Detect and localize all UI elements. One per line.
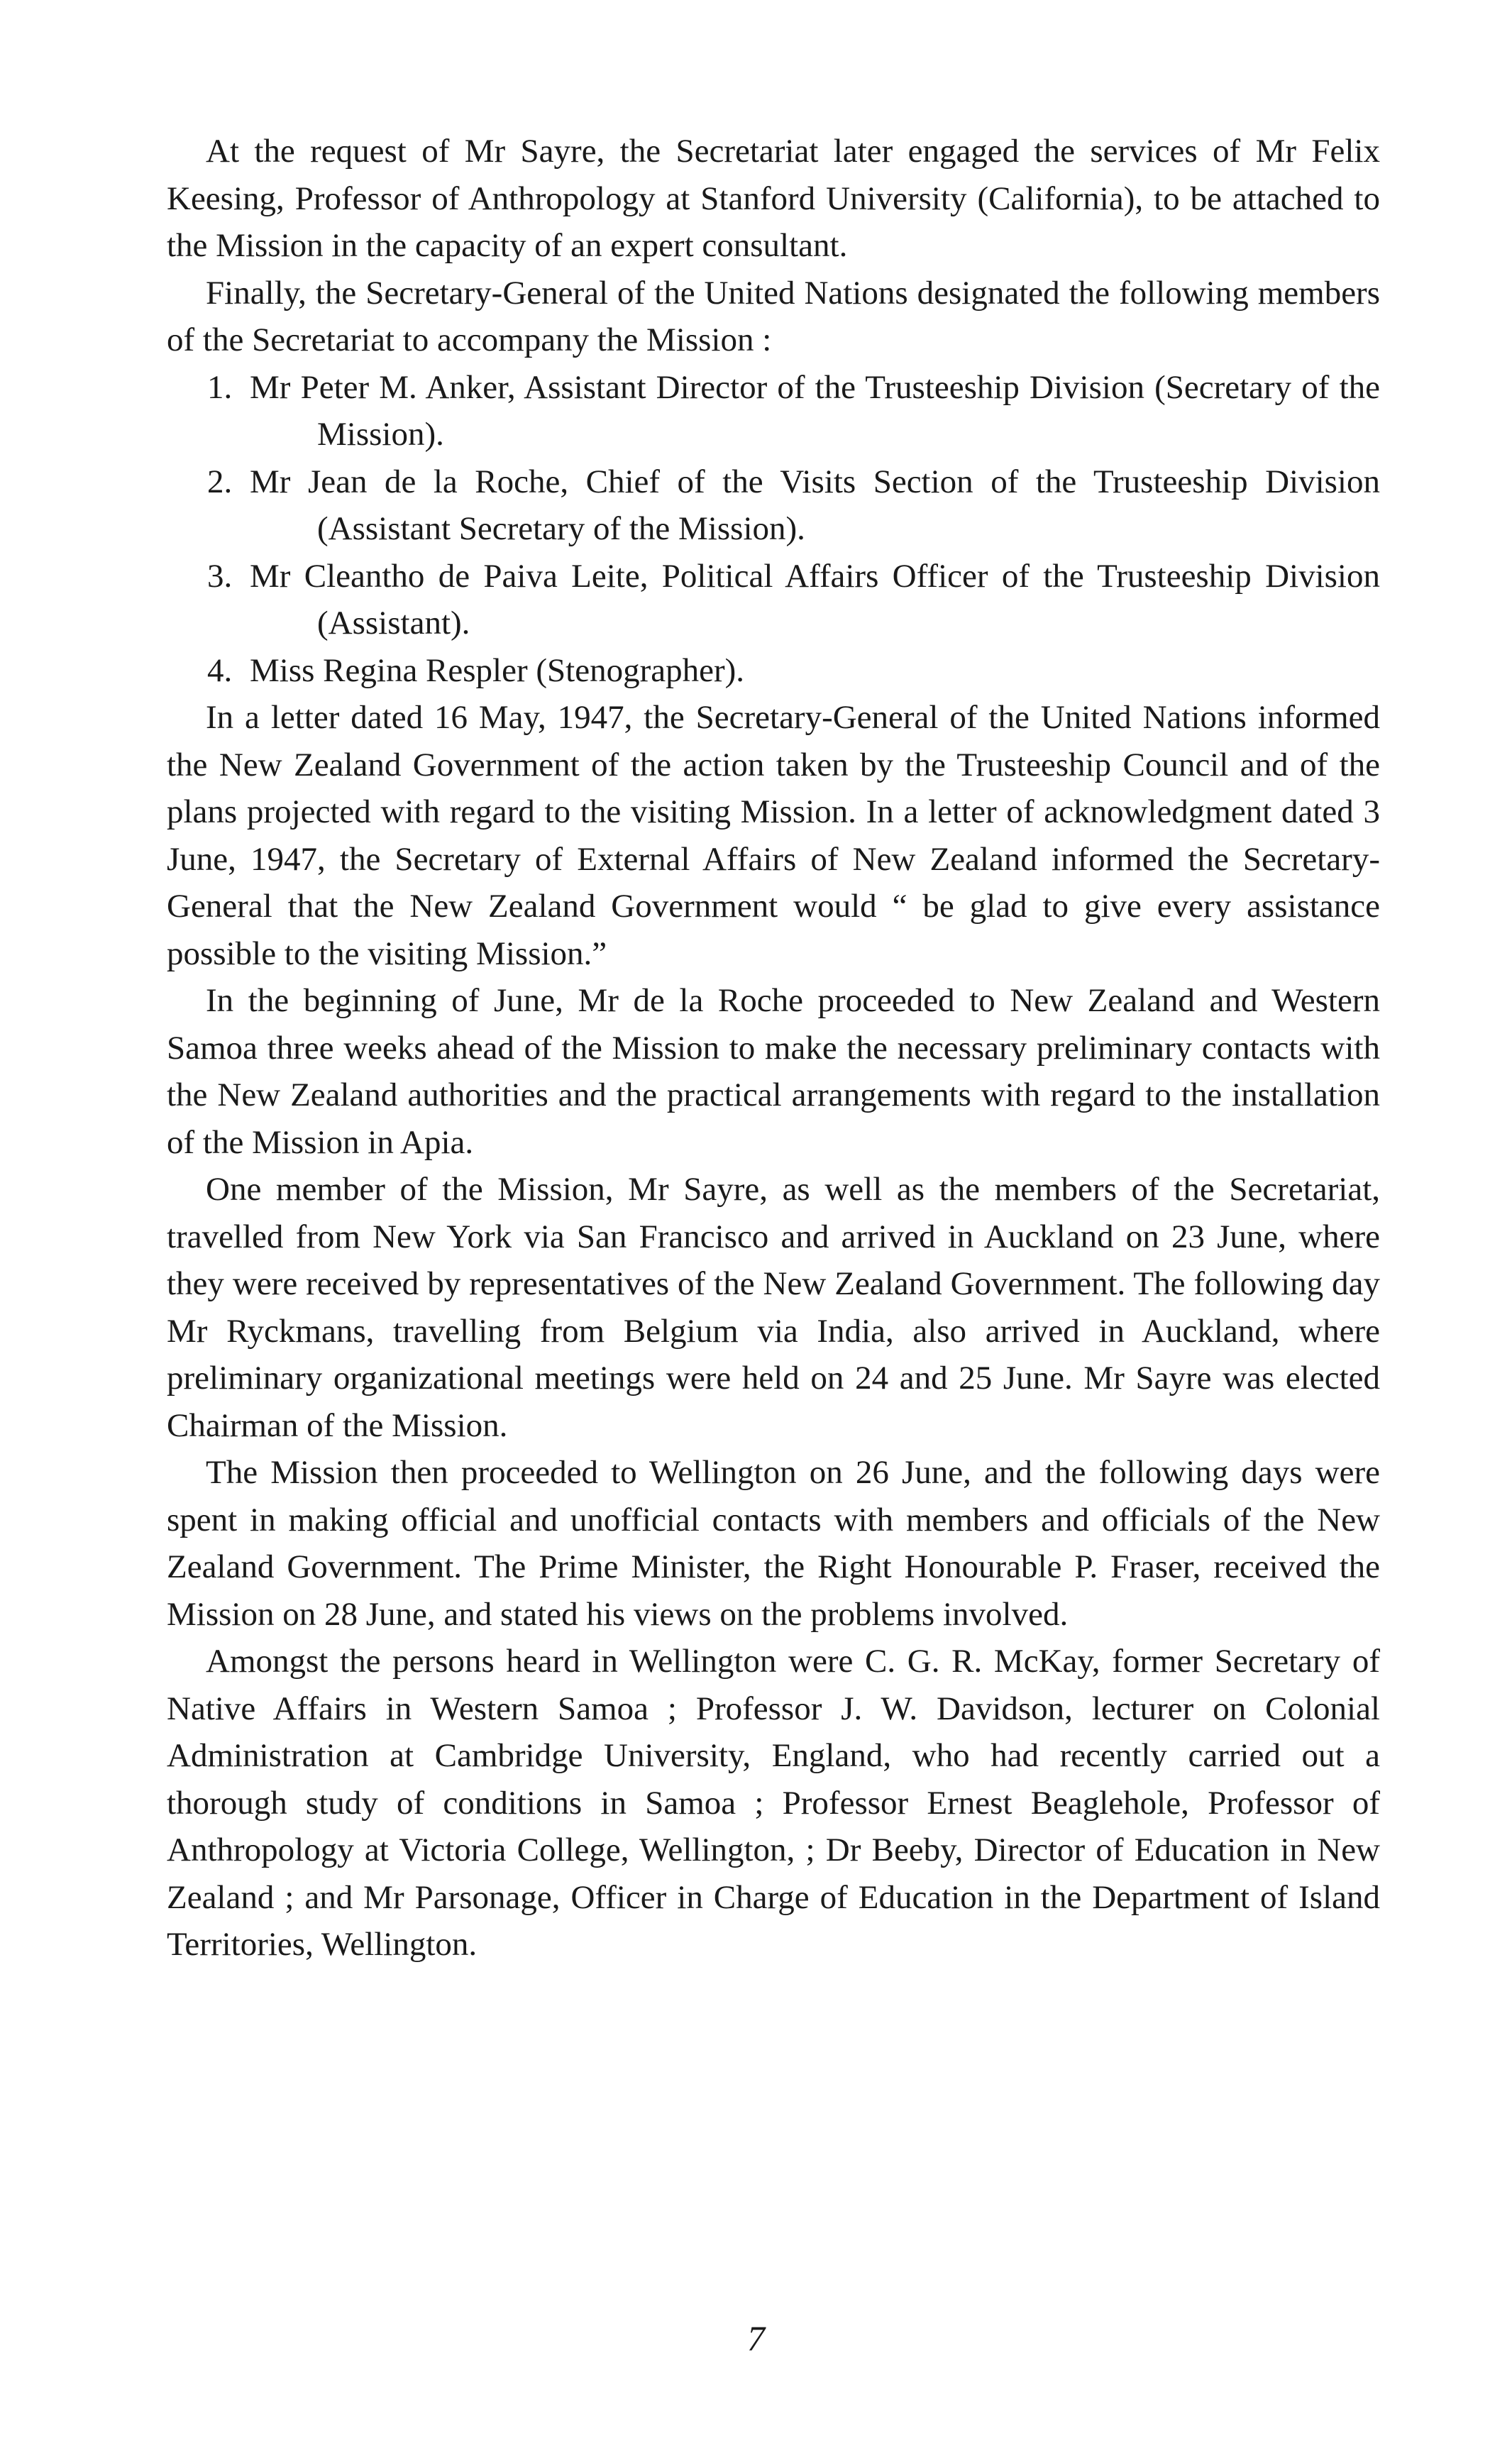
- list-item: [167, 458, 1380, 553]
- paragraph-secretariat-members: Finally, the Secretary-General of the United Nations designated the following members of the Secretariat to accompany the Mission :: [167, 274, 1380, 358]
- document-page: [167, 128, 1380, 1968]
- list-item: [167, 647, 1380, 695]
- paragraph-wellington: The Mission then proceeded to Wellington on 26 June, and the following days were spent in making official and unofficial contacts with members and officials of the New Zealand Government. The Prime Minister, the Right Honourable P. Fraser, received the Mission on 28 June, and stated his views on the problems involved.: [167, 1454, 1380, 1633]
- page-number: 7: [747, 2318, 765, 2358]
- list-item-text: Miss Regina Respler (Stenographer).: [250, 651, 745, 689]
- list-item-text: Mr Cleantho de Paiva Leite, Political Affairs Officer of the Trusteeship Division (Assistant).: [250, 557, 1380, 641]
- paragraph-keesing: At the request of Mr Sayre, the Secretariat later engaged the services of Mr Felix Keesing, Professor of Anthropology at Stanford University (California), to be attached to the Mission in the capacity of an expert consultant.: [167, 133, 1380, 264]
- paragraph-persons-heard: Amongst the persons heard in Wellington were C. G. R. McKay, former Secretary of Native Affairs in Western Samoa ; Professor J. W. Davidson, lecturer on Colonial Administration at Cambridge University, England, who had recently carried out a thorough study of conditions in Samoa ; Professor Ernest Beaglehole, Professor of Anthropology at Victoria College, Wellington, ; Dr Beeby, Director of Education in New Zealand ; and Mr Parsonage, Officer in Charge of Education in the Department of Island Territories, Wellington.: [167, 1643, 1380, 1963]
- paragraph-de-la-roche: In the beginning of June, Mr de la Roche proceeded to New Zealand and Western Samoa three weeks ahead of the Mission to make the necessary preliminary contacts with the New Zealand authorities and the practical arrangements with regard to the installation of the Mission in Apia.: [167, 982, 1380, 1161]
- list-item-number: 4.: [207, 651, 233, 689]
- list-item-number: 2.: [207, 463, 233, 500]
- paragraph-arrival: One member of the Mission, Mr Sayre, as well as the members of the Secretariat, travelled from New York via San Francisco and arrived in Auckland on 23 June, where they were received by representatives of the New Zealand Government. The following day Mr Ryckmans, travelling from Belgium via India, also arrived in Auckland, where preliminary organizational meetings were held on 24 and 25 June. Mr Sayre was elected Chairman of the Mission.: [167, 1171, 1380, 1444]
- list-item: [167, 553, 1380, 647]
- list-item-number: 3.: [207, 557, 233, 595]
- secretariat-member-list: [167, 364, 1380, 695]
- paragraph-letter: In a letter dated 16 May, 1947, the Secretary-General of the United Nations informed the New Zealand Government of the action taken by the Trusteeship Council and of the plans projected with regard to the visiting Mission. In a letter of acknowledgment dated 3 June, 1947, the Secretary of External Affairs of New Zealand informed the Secretary-General that the New Zealand Government would “ be glad to give every assistance possible to the visiting Mission.”: [167, 699, 1380, 972]
- list-item-text: Mr Jean de la Roche, Chief of the Visits Section of the Trusteeship Division (Assistant Secretary of the Mission).: [250, 463, 1380, 547]
- list-item-text: Mr Peter M. Anker, Assistant Director of the Trusteeship Division (Secretary of the Mission).: [250, 368, 1380, 453]
- list-item: [167, 364, 1380, 458]
- list-item-number: 1.: [207, 368, 233, 406]
